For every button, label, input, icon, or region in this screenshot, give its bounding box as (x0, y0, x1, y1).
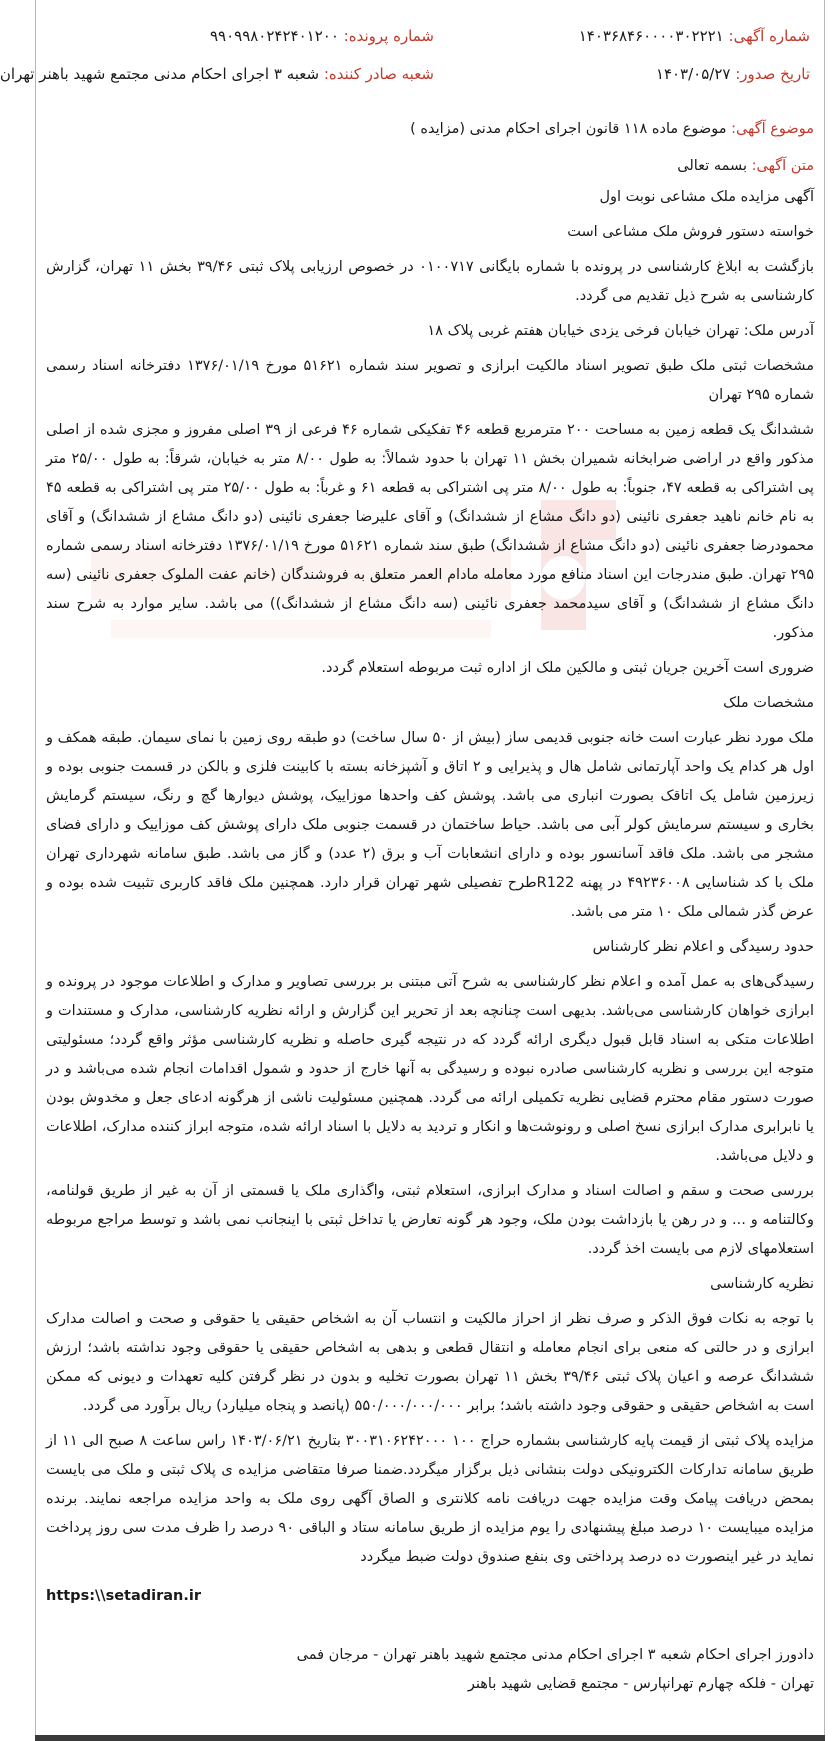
issuing-branch: شعبه ۳ اجرای احکام مدنی مجتمع شهید باهنر تهران (0, 65, 320, 83)
setad-link[interactable]: https:\\setadiran.ir (46, 1588, 202, 1604)
issuing-branch-label: شعبه صادر کننده: (323, 65, 434, 83)
topic-row (46, 115, 814, 144)
heading-property-specs: مشخصات ملک (723, 695, 814, 711)
signature-line-2: تهران - فلکه چهارم تهرانپارس - مجتمع قضایی شهید باهنر (467, 1676, 814, 1692)
case-number-label: شماره پرونده: (343, 27, 434, 45)
issue-date-label: تاریخ صدور: (735, 65, 810, 83)
case-number: ۹۹۰۹۹۸۰۲۴۲۴۰۱۲۰۰ (209, 27, 339, 45)
signature (46, 1641, 814, 1699)
paragraph-scope: رسیدگی‌های به عمل آمده و اعلام نظر کارشناسی به شرح آتی مبتنی بر بررسی تصاویر و مدارک و اطلاعات موجود در پرونده و ابرازی خواهان کارشناسی می‌باشد. بدیهی است چنانچه بعد از تحریر این گزارش و ارائه نظریه کارشناسی، مدارک و مستندات و اطلاعات متکی به اسناد قابل قبول دیگری ارائه گردد که در نتیجه گیری حاصله و نظریه کارشناسی مؤثر واقع گردد؛ مسئولیتی متوجه این بررسی و نظریه کارشناسی صادره نبوده و رسیدگی به آنها خارج از حدود و شمول اقدامات انجام شده می‌باشد و در صورت دستور مقام محترم قضایی نظریه تکمیلی ارائه می گردد. همچنین مسئولیت ناشی از هرگونه ادعای جعل و مخدوش بودن یا نابرابری مدارک ابرازی نسخ اصلی و رونوشت‌ها و انکار و تردید به دلایل با اسناد ارائه شده، متوجه ابراز کننده مدارک، اطلاعات و دلایل می‌باشد. (46, 974, 814, 1164)
paragraph-title: آگهی مزایده ملک مشاعی نوبت اول (599, 189, 814, 205)
paragraph-property-specs: ملک مورد نظر عبارت است خانه جنوبی قدیمی ساز (بیش از ۵۰ سال ساخت) دو طبقه روی زمین با نمای سیمان. طبقه همکف و اول هر کدام یک واحد آپارتمانی شامل هال و پذیرایی و ۲ اتاق و آشپزخانه بسته با کابینت فلزی و بالکن در قسمت جنوبی بوده و زیرزمین شامل یک اتاقک بصورت انباری می باشد. پوشش کف واحدها موزاییک، پوشش دیوارها گچ و رنگ، سیستم گرمایش بخاری و سیستم سرمایش کولر آبی می باشد. حیاط ساختمان در قسمت جنوبی ملک دارای پوشش کف موزاییک و دارای فضای مشجر می باشد. ملک فاقد آسانسور بوده و دارای انشعابات آب و برق (۲ عدد) و گاز می باشد. طبق سامانه شهرداری تهران ملک با کد شناسایی ۴۹۲۳۶۰۰۸ در پهنه R122طرح تفصیلی شهر تهران قرار دارد. همچنین ملک فاقد کاربری تثبیت شده بوده و عرض گذر شمالی ملک ۱۰ متر می باشد. (46, 730, 815, 920)
issuing-branch-row (0, 64, 434, 84)
paragraph-opinion: با توجه به نکات فوق الذکر و صرف نظر از احراز مالکیت و انتساب آن به اشخاص حقیقی یا حقوقی و صحت و اصالت مدارک ابرازی و در حالتی که منعی برای انجام معامله و انتقال قطعی و بدهی به اشخاص حقیقی یا حقوقی وجود نداشته باشد؛ ارزش ششدانگ عرصه و اعیان پلاک ثبتی ۳۹/۴۶ بخش ۱۱ تهران بصورت تخلیه و بدون در نظر گرفتن کلیه تعهدات و دیونی که ممکن است به اشخاص حقیقی و حقوقی وجود داشته باشد؛ برابر ۵۵۰/۰۰۰/۰۰۰/۰۰۰ (پانصد و پنجاه میلیارد) ریال برآورد می گردد. (46, 1311, 814, 1414)
issue-date: ۱۴۰۳/۰۵/۲۷ (655, 65, 731, 83)
ad-number: ۱۴۰۳۶۸۴۶۰۰۰۰۳۰۲۲۲۱ (578, 27, 724, 45)
signature-line-1: دادورز اجرای احکام شعبه ۳ اجرای احکام مدنی مجتمع شهید باهنر تهران - مرجان فمی (296, 1647, 814, 1663)
text-label: متن آگهی: (751, 158, 814, 174)
paragraph-ownership: ششدانگ یک قطعه زمین به مساحت ۲۰۰ مترمربع قطعه ۴۶ تفکیکی شماره ۴۶ فرعی از ۳۹ اصلی مفروز و مجزی شده از اصلی مذکور واقع در اراضی ضرابخانه شمیران بخش ۱۱ تهران با حدود شمالاً: به طول ۸/۰۰ متر به خیابان، شرقاً: به طول ۲۵/۰۰ متر پی اشتراکی به قطعه ۴۷، جنوباً: به طول ۸/۰۰ متر پی اشتراکی به قطعه ۶۱ و غرباً: به طول ۲۵/۰۰ متر پی اشتراکی به قطعه ۴۵ به نام خانم ناهید جعفری نائینی (دو دانگ مشاع از ششدانگ) و آقای علیرضا جعفری نائینی (دو دانگ مشاع از ششدانگ) و آقای محمودرضا جعفری نائینی (دو دانگ مشاع از ششدانگ) طبق سند شماره ۵۱۶۲۱ مورخ ۱۳۷۶/۰۱/۱۹ دفترخانه اسناد رسمی شماره ۲۹۵ تهران. طبق مندرجات این اسناد منافع مورد معامله مادام العمر متعلق به فروشندگان (خانم عفت الملوک جعفری نائینی (سه دانگ مشاع از ششدانگ) و آقای سیدمحمد جعفری نائینی (سه دانگ مشاع از ششدانگ)) می باشد. سایر موارد به شرح سند مذکور. (46, 422, 814, 641)
case-number-row (210, 26, 434, 46)
heading-opinion: نظریه کارشناسی (710, 1276, 814, 1292)
topic-label: موضوع آگهی: (731, 121, 814, 137)
paragraph-address: آدرس ملک: تهران خیابان فرخی یزدی خیابان هفتم غربی پلاک ۱۸ (427, 323, 814, 339)
text-intro: بسمه تعالی (677, 158, 747, 174)
heading-scope: حدود رسیدگی و اعلام نظر کارشناس (592, 939, 814, 955)
topic: موضوع ماده ۱۱۸ قانون اجرای احکام مدنی (مزایده ) (410, 121, 727, 137)
paragraph-intro: بازگشت به ابلاغ کارشناسی در پرونده با شماره بایگانی ۰۱۰۰۷۱۷ در خصوص ارزیابی پلاک ثبتی ۳۹/۴۶ بخش ۱۱ تهران، گزارش کارشناسی به شرح ذیل تقدیم می گردد. (46, 259, 814, 304)
paragraph-auction: مزایده پلاک ثبتی از قیمت پایه کارشناسی بشماره حراج ۱۰۰ ۳۰۰۳۱۰۶۲۴۲۰۰۰ بتاریخ ۱۴۰۳/۰۶/۲۱ راس ساعت ۸ صبح الی ۱۱ از طریق سامانه تدارکات الکترونیکی دولت بنشانی ذیل برگزار میگردد.ضمنا صرفا متقاضی مزایده ی پلاک ثبتی و ملک می بایست بمحض دریافت پیامک وقت مزایده جهت دریافت نامه کلانتری و الصاق آگهی روی ملک به واحد مزایده مراجعه نمایند. برنده مزایده میبایست ۱۰ درصد مبلغ پیشنهادی را یوم مزایده از طریق سامانه ستاد و الباقی ۹۰ درصد را ظرف مدت سی روز پرداخت نماید در غیر اینصورت ده درصد پرداختی وی بنفع صندوق دولت ضبط میگردد (46, 1433, 814, 1565)
issue-date-row (656, 64, 810, 84)
notice-body (46, 115, 814, 1705)
bottom-bar (35, 1735, 825, 1741)
text-header-row (46, 152, 814, 181)
paragraph-registration: مشخصات ثبتی ملک طبق تصویر اسناد مالکیت ابرازی و تصویر سند شماره ۵۱۶۲۱ مورخ ۱۳۷۶/۰۱/۱۹ دفترخانه اسناد رسمی شماره ۲۹۵ تهران (46, 358, 814, 403)
ad-number-row (579, 26, 810, 46)
ad-number-label: شماره آگهی: (728, 27, 810, 45)
paragraph-request: خواسته دستور فروش ملک مشاعی است (567, 224, 814, 240)
paragraph-verification: بررسی صحت و سقم و اصالت اسناد و مدارک ابرازی، استعلام ثبتی، واگذاری ملک یا قسمتی از آن به غیر از طریق قولنامه، وکالتنامه و ... و در رهن یا بازداشت بودن ملک، وجود هر گونه تعارض یا تداخل ثبتی با اینجانب نمی باشد و توسط مراجع مربوطه استعلامهای لازم می بایست اخذ گردد. (46, 1183, 814, 1257)
paragraph-inquiry: ضروری است آخرین جریان ثبتی و مالکین ملک از اداره ثبت مربوطه استعلام گردد. (321, 660, 814, 676)
